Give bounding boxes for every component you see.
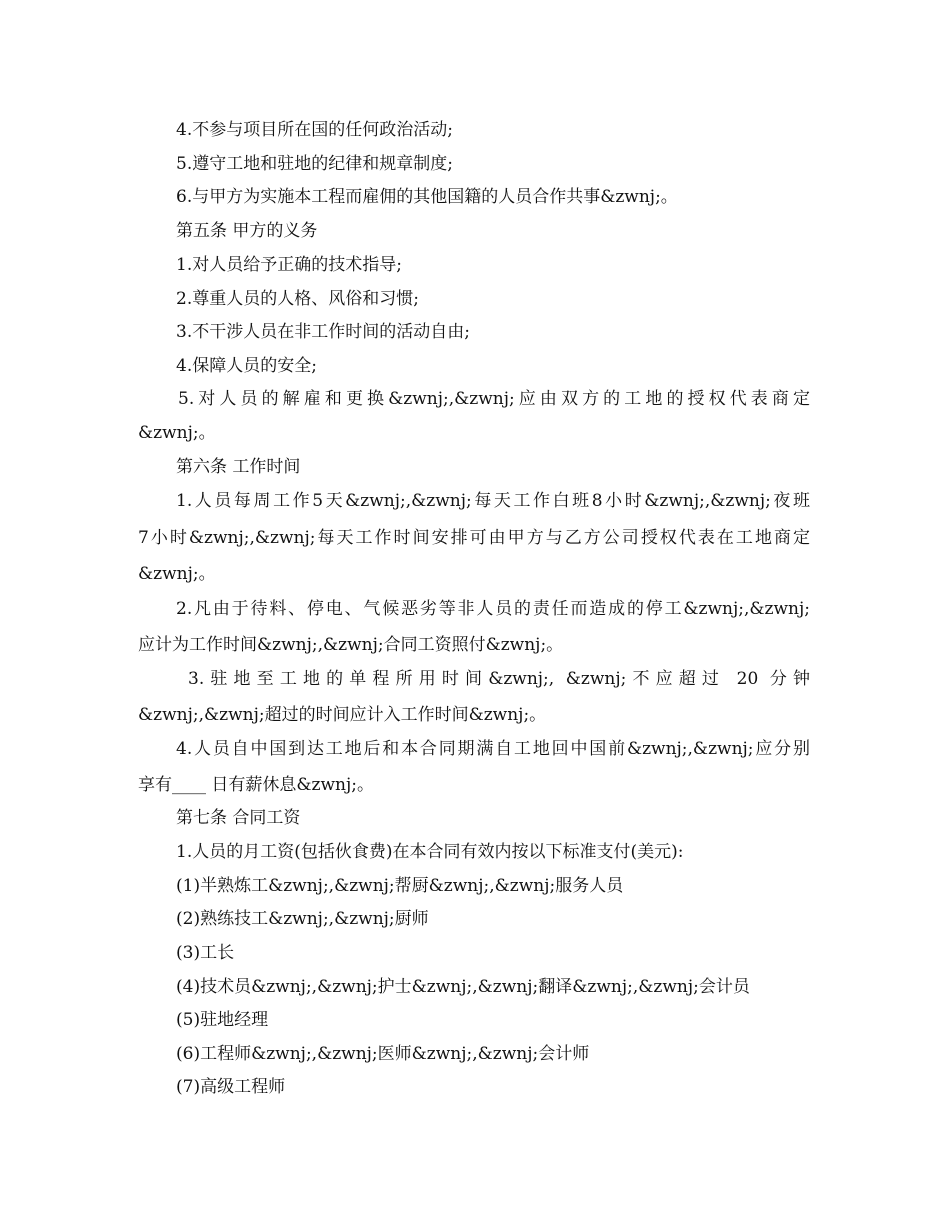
text-line: 2.尊重人员的人格、风俗和习惯; bbox=[176, 289, 419, 309]
text-line: &zwnj;。 bbox=[138, 423, 216, 443]
text-line: 5.对人员的解雇和更换&zwnj;,&zwnj;应由双方的工地的授权代表商定 bbox=[178, 389, 810, 409]
section-heading: 第六条 工作时间 bbox=[176, 457, 301, 477]
text-line: 1.人员的月工资(包括伙食费)在本合同有效内按以下标准支付(美元): bbox=[176, 842, 684, 862]
text-line: 应计为工作时间&zwnj;,&zwnj;合同工资照付&zwnj;。 bbox=[138, 635, 564, 655]
list-item: (6)工程师&zwnj;,&zwnj;医师&zwnj;,&zwnj;会计师 bbox=[176, 1044, 590, 1064]
list-item: (3)工长 bbox=[176, 943, 235, 963]
list-item: (5)驻地经理 bbox=[176, 1010, 269, 1030]
text-line: 1.人员每周工作5天&zwnj;,&zwnj;每天工作白班8小时&zwnj;,&zwnj;夜班 bbox=[176, 491, 810, 511]
text-line: 1.对人员给予正确的技术指导; bbox=[176, 255, 402, 275]
text-line: 3.不干涉人员在非工作时间的活动自由; bbox=[176, 322, 470, 342]
text-line: 6.与甲方为实施本工程而雇佣的其他国籍的人员合作共事&zwnj;。 bbox=[176, 187, 678, 207]
list-item: (4)技术员&zwnj;,&zwnj;护士&zwnj;,&zwnj;翻译&zwnj;,&zwnj;会计员 bbox=[176, 977, 750, 997]
section-heading: 第七条 合同工资 bbox=[176, 808, 301, 828]
text-line: 7小时&zwnj;,&zwnj;每天工作时间安排可由甲方与乙方公司授权代表在工地商定 bbox=[138, 528, 810, 548]
text-line: 5.遵守工地和驻地的纪律和规章制度; bbox=[176, 154, 453, 174]
list-item: (1)半熟炼工&zwnj;,&zwnj;帮厨&zwnj;,&zwnj;服务人员 bbox=[176, 876, 624, 896]
list-item: (2)熟练技工&zwnj;,&zwnj;厨师 bbox=[176, 909, 429, 929]
text-line: 4.不参与项目所在国的任何政治活动; bbox=[176, 120, 453, 140]
text-line: 4.保障人员的安全; bbox=[176, 356, 317, 376]
text-line: 享有____ 日有薪休息&zwnj;。 bbox=[138, 775, 374, 795]
text-line: 3.驻地至工地的单程所用时间&zwnj;, &zwnj;不应超过 20 分钟 bbox=[188, 669, 810, 689]
text-line: &zwnj;。 bbox=[138, 564, 216, 584]
section-heading: 第五条 甲方的义务 bbox=[176, 221, 318, 241]
text-line: &zwnj;,&zwnj;超过的时间应计入工作时间&zwnj;。 bbox=[138, 705, 547, 725]
text-line: 2.凡由于待料、停电、气候恶劣等非人员的责任而造成的停工&zwnj;,&zwnj; bbox=[176, 599, 810, 619]
list-item: (7)高级工程师 bbox=[176, 1077, 286, 1097]
text-line: 4.人员自中国到达工地后和本合同期满自工地回中国前&zwnj;,&zwnj;应分别 bbox=[176, 739, 810, 759]
